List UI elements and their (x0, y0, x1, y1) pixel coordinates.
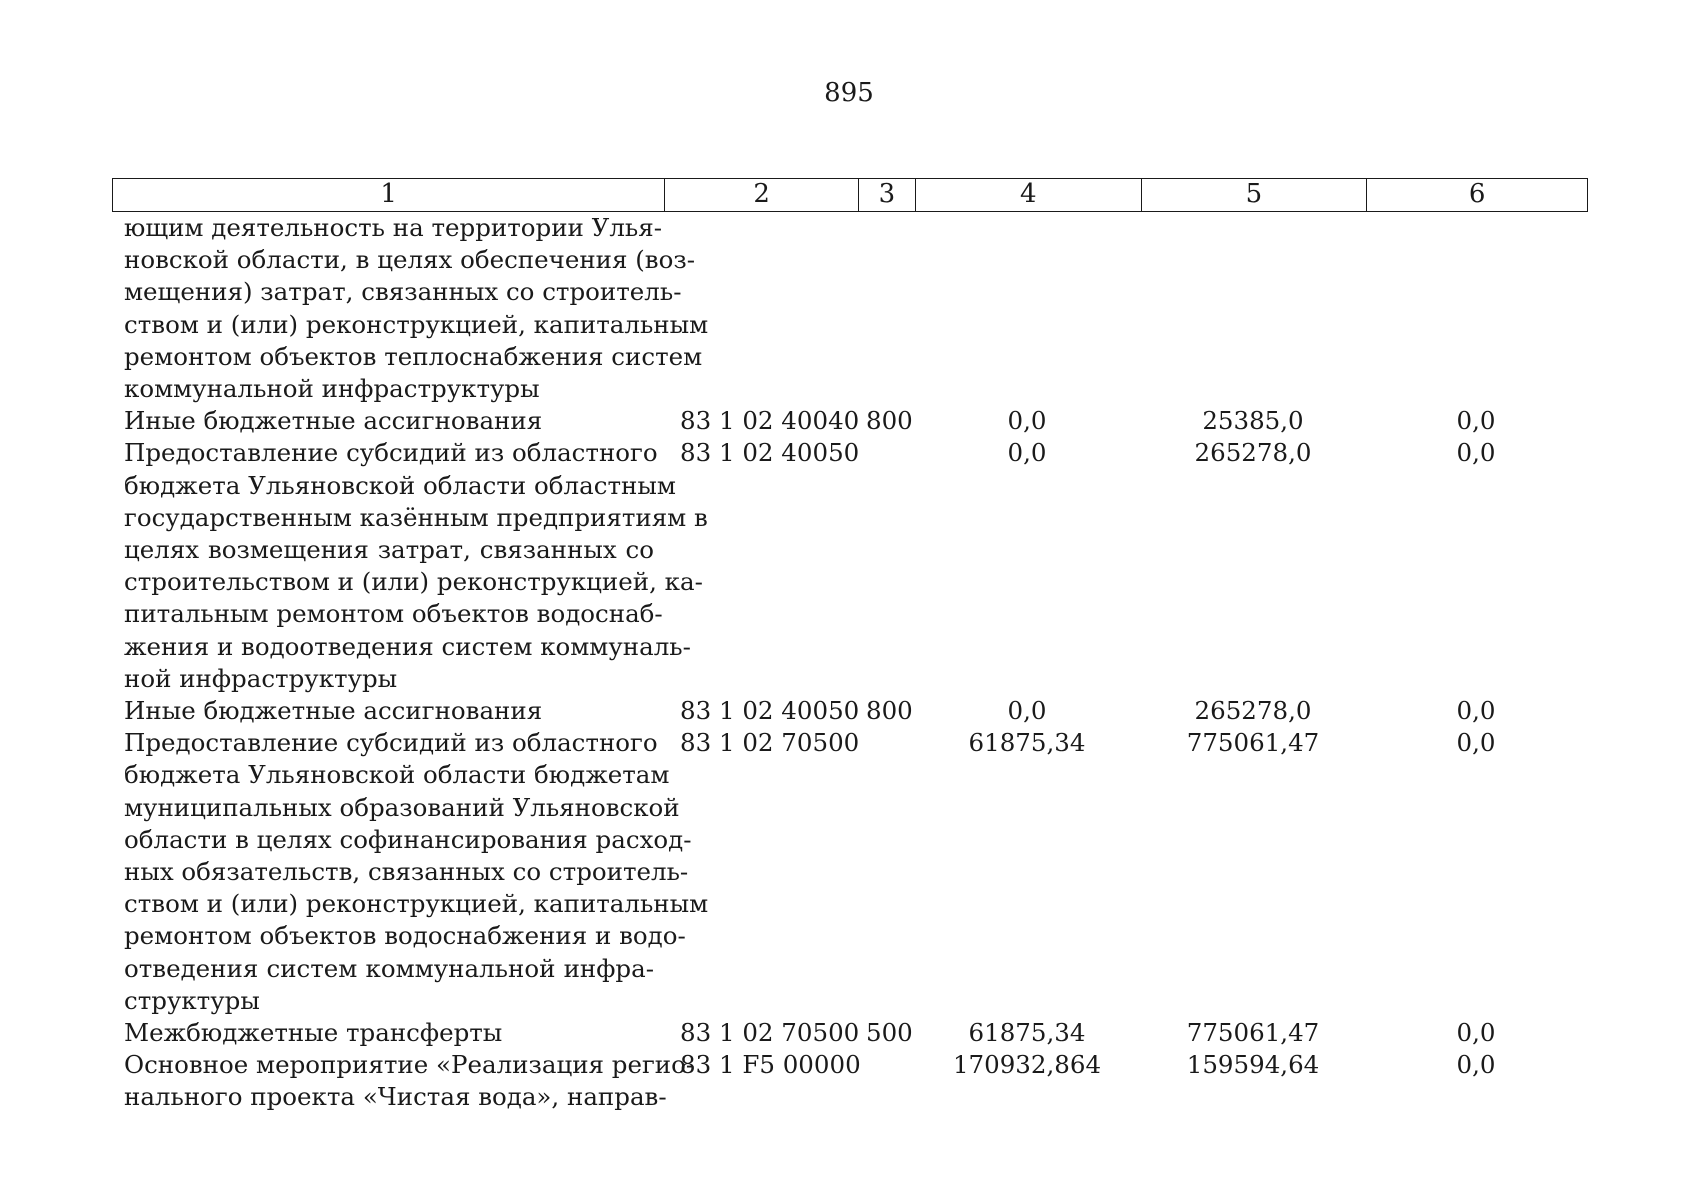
description-line: целях возмещения затрат, связанных со (124, 535, 654, 565)
table-row (0, 212, 1698, 405)
row-code: 83 1 02 70500 (680, 728, 860, 758)
description-line: Предоставление субсидий из областного (124, 728, 658, 758)
description-line: структуры (124, 985, 260, 1015)
row-col-5: 775061,47 (1186, 728, 1320, 758)
description-line: строительством и (или) реконструкцией, ка- (124, 567, 703, 597)
description-line: ремонтом объектов теплоснабжения систем (124, 341, 703, 371)
row-col-6: 0,0 (1456, 438, 1496, 468)
table-row (0, 1017, 1698, 1049)
description-line: муниципальных образований Ульяновской (124, 792, 680, 822)
description-line: ной инфраструктуры (124, 663, 398, 693)
row-description (124, 695, 654, 727)
description-line: Иные бюджетные ассигнования (124, 406, 543, 436)
row-description (124, 405, 654, 437)
description-line: новской области, в целях обеспечения (воз- (124, 245, 695, 275)
description-line: Межбюджетные трансферты (124, 1018, 503, 1048)
description-line: ющим деятельность на территории Улья- (124, 213, 663, 242)
row-col-5: 159594,64 (1186, 1050, 1320, 1080)
table-row (0, 405, 1698, 437)
row-description (124, 1017, 654, 1049)
row-col-6: 0,0 (1456, 1018, 1496, 1048)
table-body (0, 212, 1698, 1114)
row-col-4: 170932,864 (952, 1050, 1102, 1080)
description-line: ных обязательств, связанных со строитель- (124, 857, 689, 887)
description-line: Предоставление субсидий из областного (124, 438, 658, 468)
row-description (124, 437, 708, 695)
row-col-4: 0,0 (1007, 696, 1047, 726)
description-line: ством и (или) реконструкцией, капитальным (124, 309, 709, 339)
description-line: мещения) затрат, связанных со строитель- (124, 277, 682, 307)
row-col-5: 775061,47 (1186, 1018, 1320, 1048)
row-code: 83 1 02 40050 (680, 696, 860, 726)
description-line: питальным ремонтом объектов водоснаб- (124, 599, 663, 629)
description-line: области в целях софинансирования расход- (124, 824, 692, 854)
header-col-6: 6 (1468, 179, 1486, 209)
row-col-4: 61875,34 (968, 728, 1086, 758)
description-line: нального проекта «Чистая вода», направ- (124, 1082, 667, 1112)
row-type: 800 (866, 696, 913, 726)
row-col-4: 61875,34 (968, 1018, 1086, 1048)
description-line: бюджета Ульяновской области областным (124, 470, 676, 500)
row-col-6: 0,0 (1456, 696, 1496, 726)
row-col-5: 265278,0 (1194, 438, 1312, 468)
description-line: отведения систем коммунальной инфра- (124, 953, 654, 983)
table-row (0, 437, 1698, 695)
description-line: ремонтом объектов водоснабжения и водо- (124, 921, 686, 951)
row-col-5: 25385,0 (1202, 406, 1304, 436)
row-col-4: 0,0 (1007, 438, 1047, 468)
header-col-3: 3 (859, 179, 916, 211)
row-col-4: 0,0 (1007, 406, 1047, 436)
row-code: 83 1 F5 00000 (680, 1050, 861, 1080)
description-line: Иные бюджетные ассигнования (124, 696, 543, 726)
row-code: 83 1 02 40050 (680, 438, 860, 468)
row-col-6: 0,0 (1456, 728, 1496, 758)
description-line: ством и (или) реконструкцией, капитальным (124, 889, 709, 919)
header-col-1: 1 (113, 179, 665, 211)
header-col-4: 4 (916, 179, 1142, 211)
table-header (112, 178, 1588, 212)
description-line: Основное мероприятие «Реализация регио- (124, 1050, 695, 1080)
header-col-5: 5 (1142, 179, 1368, 211)
table-row (0, 695, 1698, 727)
description-line: жения и водоотведения систем коммуналь- (124, 631, 691, 661)
row-type: 500 (866, 1018, 913, 1048)
table-row (0, 1049, 1698, 1113)
description-line: государственным казённым предприятиям в (124, 502, 708, 532)
header-col-2: 2 (665, 179, 859, 211)
row-code: 83 1 02 40040 (680, 406, 860, 436)
row-col-6: 0,0 (1456, 1050, 1496, 1080)
row-type: 800 (866, 406, 913, 436)
row-description (124, 1049, 695, 1113)
table-row (0, 727, 1698, 1017)
description-line: бюджета Ульяновской области бюджетам (124, 760, 670, 790)
page-number: 895 (824, 78, 874, 108)
description-line: коммунальной инфраструктуры (124, 374, 540, 404)
row-col-6: 0,0 (1456, 406, 1496, 436)
row-code: 83 1 02 70500 (680, 1018, 860, 1048)
row-description (124, 212, 709, 405)
row-col-5: 265278,0 (1194, 696, 1312, 726)
row-description (124, 727, 709, 1017)
